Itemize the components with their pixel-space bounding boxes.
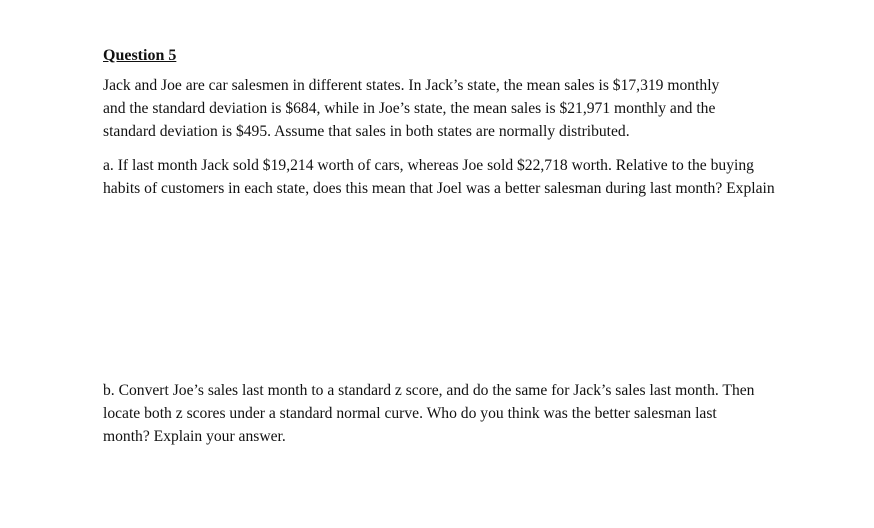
question-part-a: a. If last month Jack sold $19,214 worth of cars, whereas Joe sold $22,718 worth. Relative to the buying habits of customers in each state, does this mean that Joel was a better salesman during last month? Explain xyxy=(103,156,775,197)
document-page xyxy=(103,44,803,446)
question-part-b: b. Convert Joe’s sales last month to a standard z score, and do the same for Jack’s sales last month. Then locate both z scores under a standard normal curve. Who do you think was the better salesman last month? Explain your answer. xyxy=(103,382,755,446)
question-intro: Jack and Joe are car salesmen in different states. In Jack’s state, the mean sales is $17,319 monthly and the standard deviation is $684, while in Joe’s state, the mean sales is $21,971 monthly and the standard deviation is $495. Assume that sales in both states are normally distributed. xyxy=(103,77,720,141)
question-title: Question 5 xyxy=(103,47,177,64)
